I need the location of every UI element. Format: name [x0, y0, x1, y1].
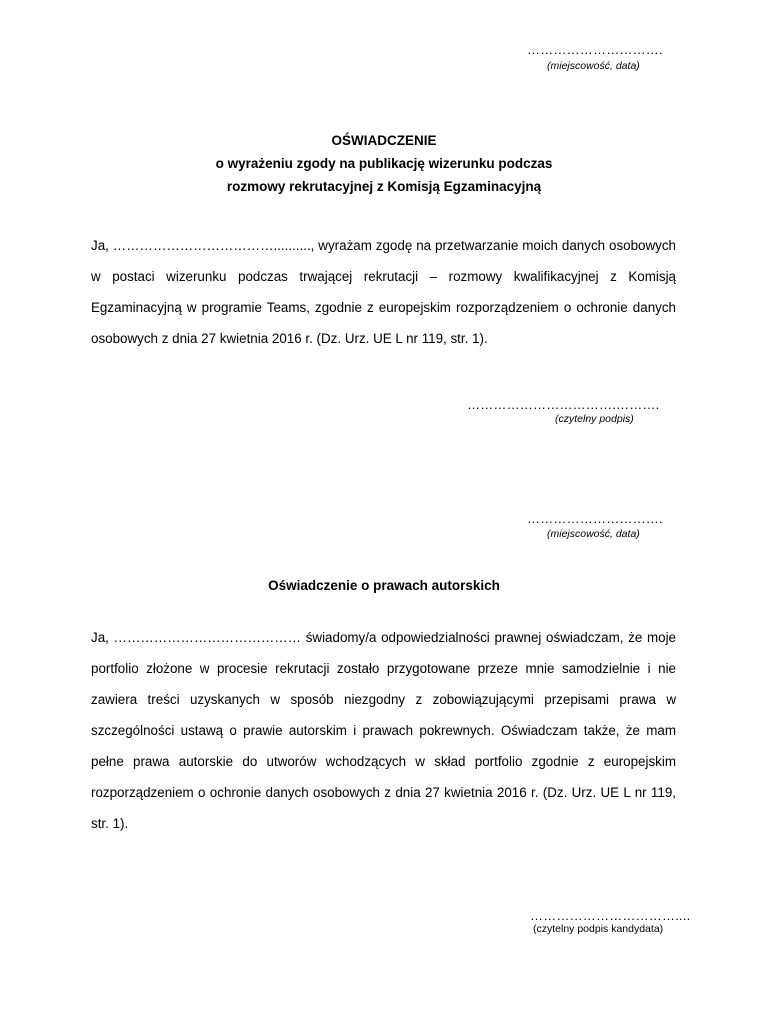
consent-paragraph: Ja, ……………………………….........., wyrażam zgodę na przetwarzanie moich danych osobowych w postaci wizerunku podczas trwającej rekrutacji – rozmowy kwalifikacyjnej z Komisją Egzaminacyjną w programie Teams, zgodnie z europejskim rozporządzeniem o ochronie danych osobowych z dnia 27 kwietnia 2016 r. (Dz. Urz. UE L nr 119, str. 1).	[91, 238, 676, 346]
signature-line-2: ……………………………....	[530, 908, 691, 923]
document-title: OŚWIADCZENIE	[331, 133, 437, 148]
signature-caption-1: (czytelny podpis)	[555, 413, 634, 425]
copyright-paragraph: Ja, …………………………………… świadomy/a odpowiedzialności prawnej oświadczam, że moje portfolio złożone w procesie rekrutacji zostało przygotowane przeze mnie samodzielnie i nie zawiera treści uzyskanych w sposób niezgodny z zobowiązującymi przepisami prawa w szczególności ustawą o prawie autorskim i prawach pokrewnych. Oświadczam także, że mam pełne prawa autorskie do utworów wchodzących w skład portfolio zgodnie z europejskim rozporządzeniem o ochronie danych osobowych z dnia 27 kwietnia 2016 r. (Dz. Urz. UE L nr 119, str. 1).	[91, 630, 676, 831]
document-subtitle-line-2: rozmowy rekrutacyjnej z Komisją Egzaminacyjną	[226, 179, 542, 194]
copyright-title: Oświadczenie o prawach autorskich	[268, 578, 500, 593]
signature-caption-2: (czytelny podpis kandydata)	[533, 923, 664, 935]
document-subtitle-line-1: o wyrażeniu zgody na publikację wizerunku podczas	[215, 156, 553, 171]
place-date-line-1: ………………………….	[527, 42, 663, 57]
place-date-line-2: ………………………….	[527, 511, 663, 526]
signature-line-1: …………………………….……….	[467, 397, 660, 412]
place-date-caption-1: (miejscowość, data)	[547, 60, 640, 72]
place-date-caption-2: (miejscowość, data)	[547, 528, 640, 540]
